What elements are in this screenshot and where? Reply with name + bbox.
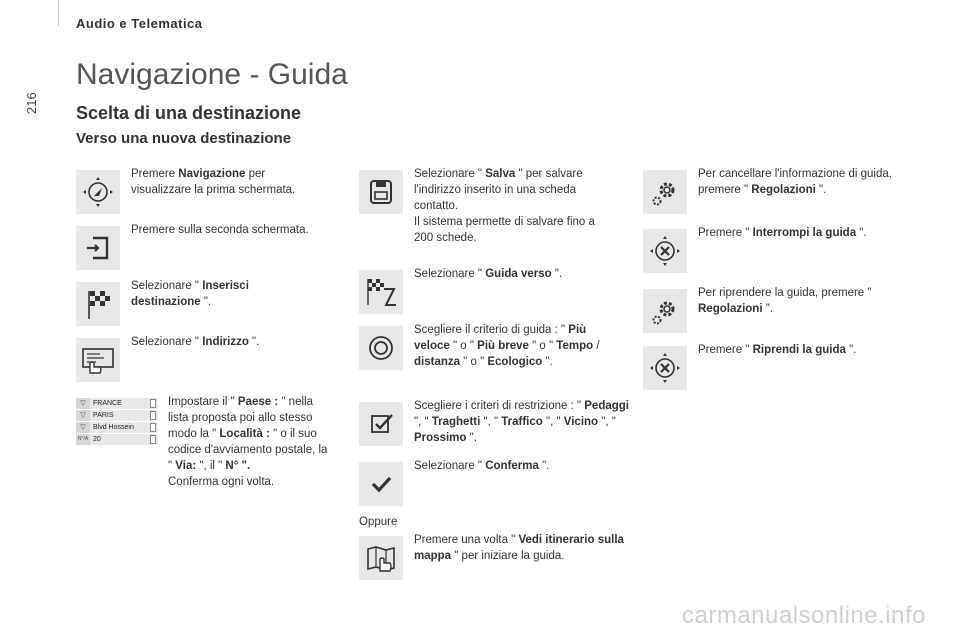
form-row-country: ▽ FRANCE — [76, 398, 158, 409]
save-icon — [359, 170, 403, 214]
edit-icon — [150, 435, 156, 444]
second-screen-icon — [76, 226, 120, 270]
step-resume-guidance: Premere " Riprendi la guida ". — [698, 344, 857, 356]
page-number-wrap — [24, 86, 44, 116]
number-icon: N°/A — [76, 434, 90, 445]
stop-guidance-icon — [643, 229, 687, 273]
header-divider — [58, 0, 59, 26]
dropdown-icon: ▽ — [76, 422, 90, 433]
settings-gear-icon — [643, 170, 687, 214]
section-heading: Scelta di una destinazione — [76, 103, 302, 123]
map-icon — [359, 536, 403, 580]
checkered-flag-icon — [76, 282, 120, 326]
step-insert-destination: Selezionare " Inserisci destinazione ". — [131, 280, 249, 308]
step-resume-settings: Per riprendere la guida, premere " Regolazioni ". — [698, 287, 872, 315]
step-confirm: Selezionare " Conferma ". — [414, 460, 550, 472]
confirm-check-icon — [359, 462, 403, 506]
oppure-label: Oppure — [359, 516, 398, 528]
resume-guidance-icon — [643, 346, 687, 390]
step-restrictions: Scegliere i criteri di restrizione : " Pedaggi ", " Traghetti ", " Traffico ", " Vicino ", " Prossimo ". — [414, 400, 629, 444]
form-row-number: N°/A 20 — [76, 434, 158, 445]
restriction-icon — [359, 402, 403, 446]
dropdown-icon: ▽ — [76, 398, 90, 409]
page-number: 216 — [24, 92, 39, 114]
step-fill-address: Impostare il " Paese : " nella lista proposta poi allo stesso modo la " Località : " o il suo codice d'avviamento postale, la " Via: ", il " N° ". Conferma ogni volta. — [168, 396, 328, 488]
form-row-street: ▽ Blvd Hossein — [76, 422, 158, 433]
watermark: carmanualsonline.info — [682, 602, 926, 629]
dropdown-icon: ▽ — [76, 410, 90, 421]
step-cancel-guidance: Per cancellare l'informazione di guida, premere " Regolazioni ". — [698, 168, 892, 196]
step-save: Selezionare " Salva " per salvare l'indirizzo inserito in una scheda contatto. Il sistema permette di salvare fino a 200 schede. — [414, 168, 595, 244]
section-title: Audio e Telematica — [76, 16, 203, 31]
form-row-city: ▽ PARIS — [76, 410, 158, 421]
settings-gear-icon-2 — [643, 289, 687, 333]
guide-to-icon — [359, 270, 403, 314]
address-icon — [76, 338, 120, 382]
subsection-heading: Verso una nuova destinazione — [76, 130, 292, 147]
step-navigation: Premere Navigazione per visualizzare la prima schermata. — [131, 168, 296, 196]
step-view-map: Premere una volta " Vedi itinerario sulla mappa " per iniziare la guida. — [414, 534, 624, 562]
edit-icon — [150, 423, 156, 432]
step-address: Selezionare " Indirizzo ". — [131, 336, 260, 348]
page-title: Navigazione - Guida — [76, 58, 348, 91]
step-second-screen: Premere sulla seconda schermata. — [131, 224, 309, 236]
address-form-preview — [76, 398, 158, 446]
edit-icon — [150, 399, 156, 408]
route-criteria-icon — [359, 326, 403, 370]
step-guide-to: Selezionare " Guida verso ". — [414, 268, 563, 280]
step-stop-guidance: Premere " Interrompi la guida ". — [698, 227, 867, 239]
step-route-criteria: Scegliere il criterio di guida : " Più veloce " o " Più breve " o " Tempo / distanza " o " Ecologico ". — [414, 324, 600, 368]
navigation-icon — [76, 170, 120, 214]
edit-icon — [150, 411, 156, 420]
